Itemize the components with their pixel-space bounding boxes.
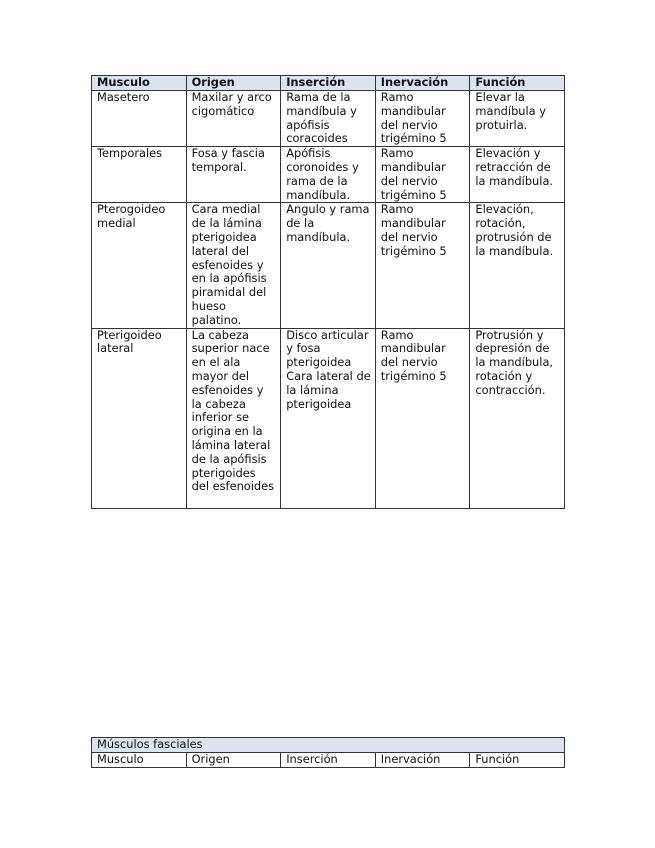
header-origen: Origen xyxy=(186,76,281,91)
cell-musculo: Pterogoideo medial xyxy=(92,203,187,328)
cell-funcion: Protrusión y depresión de la mandíbula, rotación y contracción. xyxy=(470,328,565,508)
header-funcion: Función xyxy=(470,76,565,91)
cell-funcion: Elevación y retracción de la mandíbula. xyxy=(470,147,565,203)
cell-insercion: Rama de la mandíbula y apófisis coracoides xyxy=(281,91,376,147)
table-row xyxy=(92,91,565,147)
header-musculo: Musculo xyxy=(92,76,187,91)
cell-musculo: Temporales xyxy=(92,147,187,203)
header-insercion: Inserción xyxy=(281,76,376,91)
header-row xyxy=(92,752,565,767)
header-insercion: Inserción xyxy=(281,752,376,767)
header-row xyxy=(92,76,565,91)
cell-insercion: Disco articular y fosa pterigoidea Cara lateral de la lámina pterigoidea xyxy=(281,328,376,508)
table-caption: Músculos fasciales xyxy=(92,738,565,753)
table-row xyxy=(92,203,565,328)
cell-funcion: Elevación, rotación, protrusión de la mandíbula. xyxy=(470,203,565,328)
table-row xyxy=(92,147,565,203)
cell-origen: Fosa y fascia temporal. xyxy=(186,147,281,203)
header-origen: Origen xyxy=(186,752,281,767)
header-musculo: Musculo xyxy=(92,752,187,767)
header-inervacion: Inervación xyxy=(375,76,470,91)
muscles-table xyxy=(91,75,565,509)
fascial-muscles-table xyxy=(91,737,565,768)
caption-row xyxy=(92,738,565,753)
cell-musculo: Masetero xyxy=(92,91,187,147)
cell-inervacion: Ramo mandibular del nervio trigémino 5 xyxy=(375,328,470,508)
cell-origen: Maxilar y arco cigomático xyxy=(186,91,281,147)
cell-inervacion: Ramo mandibular del nervio trigémino 5 xyxy=(375,91,470,147)
cell-musculo: Pterigoideo lateral xyxy=(92,328,187,508)
cell-funcion: Elevar la mandíbula y protuirla. xyxy=(470,91,565,147)
cell-origen: Cara medial de la lámina pterigoidea lateral del esfenoides y en la apófisis piramidal del hueso palatino. xyxy=(186,203,281,328)
header-inervacion: Inervación xyxy=(375,752,470,767)
table-row xyxy=(92,328,565,508)
cell-origen: La cabeza superior nace en el ala mayor del esfenoides y la cabeza inferior se origina en la lámina lateral de la apófisis pterigoides del esfenoides xyxy=(186,328,281,508)
cell-insercion: Apófisis coronoides y rama de la mandíbula. xyxy=(281,147,376,203)
cell-insercion: Angulo y rama de la mandíbula. xyxy=(281,203,376,328)
cell-inervacion: Ramo mandibular del nervio trigémino 5 xyxy=(375,203,470,328)
cell-inervacion: Ramo mandibular del nervio trigémino 5 xyxy=(375,147,470,203)
header-funcion: Función xyxy=(470,752,565,767)
